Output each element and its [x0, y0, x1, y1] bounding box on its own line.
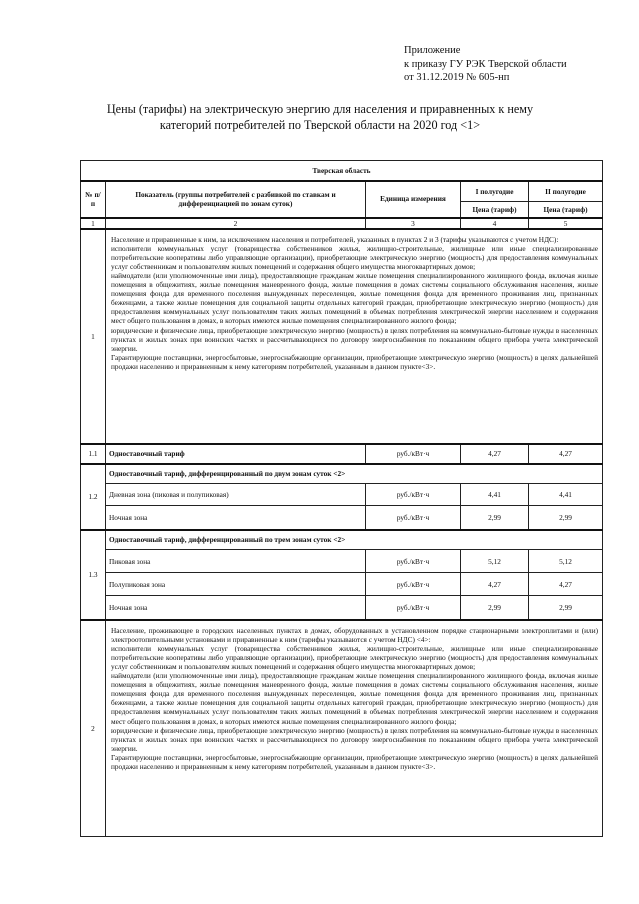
row-2-description [106, 620, 603, 837]
region-header: Тверская область [81, 161, 603, 181]
zone-unit: руб./кВт·ч [366, 506, 461, 530]
row-1-2-heading: Одноставочный тариф, дифференцированный по двум зонам суток <2> [106, 464, 603, 484]
colnum-3: 3 [366, 218, 461, 229]
row-1-paragraph: Гарантирующие поставщики, энергосбытовые, энергоснабжающие организации, приобретающие электрическую энергию (мощность) в целях дальнейшей продажи населению и приравненным к нему категориям потребителей, указанным в данном пункте<3>. [111, 352, 599, 371]
zone-value-h2: 4,27 [529, 573, 603, 596]
appendix-block [404, 44, 567, 85]
zone-value-h2: 2,99 [529, 596, 603, 620]
zone-value-h2: 5,12 [529, 550, 603, 573]
header-num: № п/п [81, 181, 106, 218]
zone-value-h1: 2,99 [461, 506, 529, 530]
row-1-3-num: 1.3 [81, 530, 106, 620]
zone-label: Ночная зона [106, 596, 366, 620]
row-1-2-num: 1.2 [81, 464, 106, 530]
zone-label: Ночная зона [106, 506, 366, 530]
row-1-1-value-h2: 4,27 [529, 444, 603, 464]
row-2-paragraph: юридические и физические лица, приобретающие электрическую энергию (мощность) в целях потребления на коммунально-бытовые нужды в населенных пунктах и жилых зонах при воинских частях и рассчитывающиеся по договору энергоснабжения по показаниям общего прибора учета электрической энергии. [111, 725, 599, 753]
colnum-1: 1 [81, 218, 106, 229]
row-2-paragraph: наймодатели (или уполномоченные ими лица), предоставляющие гражданам жилые помещения специализированного жилищного фонда, включая жилые помещения в общежитиях, жилые помещения маневренного фонда, жилые помещения в домах системы социального обслуживания населения, жилые помещения фонда для временного поселения вынужденных переселенцев, жилые помещения фонда для временного проживания лиц, признанных беженцами, а также жилые помещения для социальной защиты отдельных категорий граждан, приобретающие электрическую энергию (мощность) для предоставления коммунальных услуг пользователям таких жилых помещений в объемах потребления электрической энергии населением и содержания мест общего пользования в домах, в которых имеются жилые помещения специализированного жилого фонда; [111, 671, 599, 726]
zone-value-h1: 4,27 [461, 573, 529, 596]
header-unit: Единица измерения [366, 181, 461, 218]
zone-value-h1: 4,41 [461, 484, 529, 506]
header-price-2: Цена (тариф) [529, 202, 603, 218]
row-1-1-unit: руб./кВт·ч [366, 444, 461, 464]
row-1-paragraph: Население и приравненные к ним, за исключением населения и потребителей, указанных в пунктах 2 и 3 (тарифы указываются с учетом НДС): [111, 234, 559, 244]
colnum-5: 5 [529, 218, 603, 229]
zone-value-h1: 2,99 [461, 596, 529, 620]
row-1-description [106, 229, 603, 444]
document-title [60, 101, 580, 133]
header-indicator: Показатель (группы потребителей с разбивкой по ставкам и дифференциацией по зонам суток) [106, 181, 366, 218]
zone-value-h1: 5,12 [461, 550, 529, 573]
row-2-paragraph: Население, проживающее в городских населенных пунктах в домах, оборудованных в установленном порядке стационарными электроплитами и (или) электроотопительными установками и приравненные к ним (тарифы указываются с учетом НДС) <4>: [111, 625, 599, 644]
tariff-table [80, 160, 603, 837]
zone-value-h2: 2,99 [529, 506, 603, 530]
zone-unit: руб./кВт·ч [366, 596, 461, 620]
row-1-1-num: 1.1 [81, 444, 106, 464]
row-1-1-label: Одноставочный тариф [106, 444, 366, 464]
row-1-paragraph: наймодатели (или уполномоченные ими лица), предоставляющие гражданам жилые помещения специализированного жилищного фонда, включая жилые помещения в общежитиях, жилые помещения маневренного фонда, жилые помещения в домах системы социального обслуживания населения, жилые помещения фонда для временного поселения вынужденных переселенцев, жилые помещения фонда для временного проживания лиц, признанных беженцами, а также жилые помещения для социальной защиты отдельных категорий граждан, приобретающие электрическую энергию (мощность) для предоставления коммунальных услуг пользователям таких жилых помещений в объемах потребления электрической энергии населением и содержания мест общего пользования в домах, в которых имеются жилые помещения специализированного жилого фонда; [111, 270, 599, 326]
title-line-2: категорий потребителей по Тверской области на 2020 год <1> [159, 118, 481, 132]
row-2-num: 2 [81, 620, 106, 837]
row-1-num: 1 [81, 229, 106, 444]
appendix-line-2: к приказу ГУ РЭК Тверской области [404, 58, 567, 70]
row-1-paragraph: юридические и физические лица, приобретающие электрическую энергию (мощность) в целях потребления на коммунально-бытовые нужды в населенных пунктах и жилых зонах при воинских частях и рассчитывающиеся по договору энергоснабжения по показаниям общего прибора учета электрической энергии. [111, 325, 599, 353]
appendix-line-1: Приложение [404, 45, 461, 56]
colnum-4: 4 [461, 218, 529, 229]
row-1-3-heading: Одноставочный тариф, дифференцированный по трем зонам суток <2> [106, 530, 603, 550]
row-2-paragraph: Гарантирующие поставщики, энергосбытовые, энергоснабжающие организации, приобретающие электрическую энергию (мощность) в целях дальнейшей продажи населению и приравненным к нему категориям потребителей, указанным в данном пункте<3>. [111, 752, 599, 771]
zone-value-h2: 4,41 [529, 484, 603, 506]
zone-unit: руб./кВт·ч [366, 484, 461, 506]
header-h1: I полугодие [461, 181, 529, 202]
row-1-1-value-h1: 4,27 [461, 444, 529, 464]
zone-unit: руб./кВт·ч [366, 573, 461, 596]
title-line-1: Цены (тарифы) на электрическую энергию для населения и приравненных к нему [106, 102, 534, 116]
row-1-paragraph: исполнители коммунальных услуг (товарищества собственников жилья, жилищно-строительные, жилищные или иные специализированные потребительские кооперативы либо управляющие организации), приобретающие электрическую энергию (мощность) для предоставления коммунальных услуг собственникам и пользователям жилых помещений и содержания общего имущества многоквартирных домов; [111, 243, 599, 271]
zone-unit: руб./кВт·ч [366, 550, 461, 573]
colnum-2: 2 [106, 218, 366, 229]
zone-label: Дневная зона (пиковая и полупиковая) [106, 484, 366, 506]
header-h2: II полугодие [529, 181, 603, 202]
header-price-1: Цена (тариф) [461, 202, 529, 218]
zone-label: Полупиковая зона [106, 573, 366, 596]
row-2-paragraph: исполнители коммунальных услуг (товарищества собственников жилья, жилищно-строительные, жилищные или иные специализированные потребительские кооперативы либо управляющие организации), приобретающие электрическую энергию (мощность) для предоставления коммунальных услуг собственникам и пользователям жилых помещений и содержания общего имущества многоквартирных домов; [111, 643, 599, 671]
zone-label: Пиковая зона [106, 550, 366, 573]
appendix-line-3: от 31.12.2019 № 605-нп [404, 72, 510, 83]
